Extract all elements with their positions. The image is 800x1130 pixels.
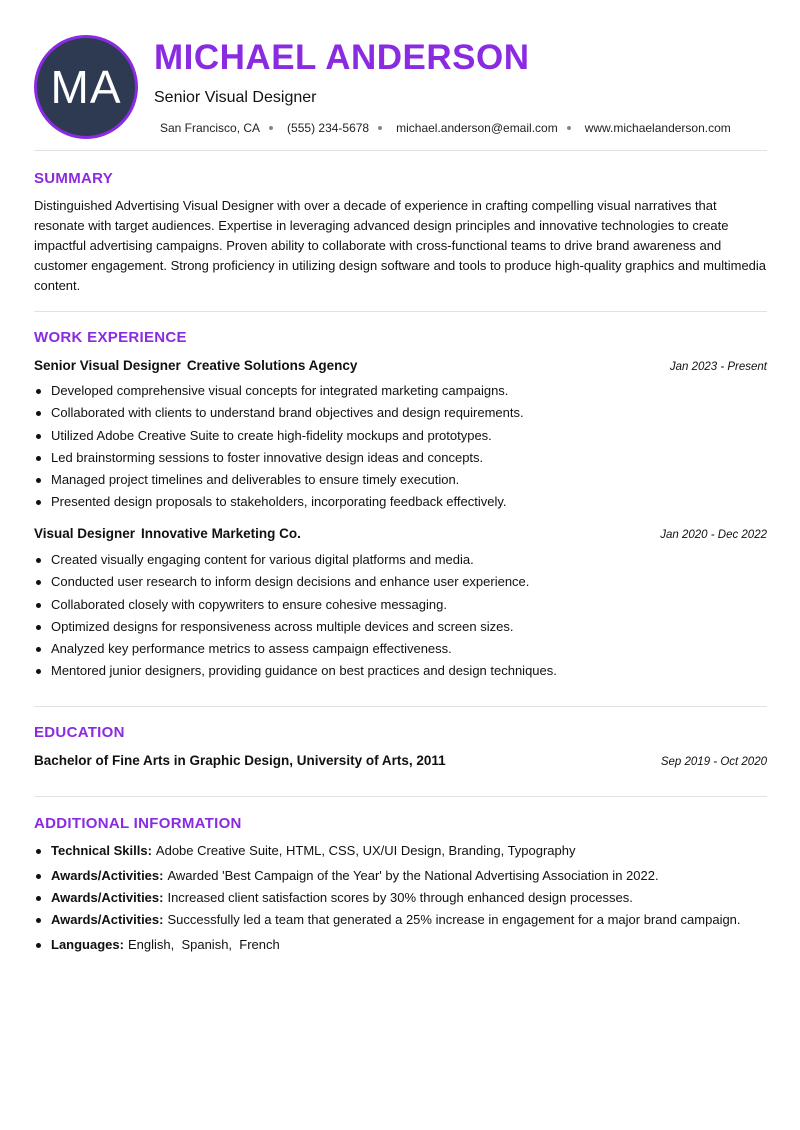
list-item [34,841,774,861]
info-text: Awarded 'Best Campaign of the Year' by the National Advertising Association in 2022. [167,868,659,883]
job-company: Innovative Marketing Co. [141,526,301,541]
work-experience-heading: WORK EXPERIENCE [34,329,187,346]
list-item: Led brainstorming sessions to foster innovative design ideas and concepts. [34,447,767,469]
list-item: Collaborated closely with copywriters to ensure cohesive messaging. [34,594,767,616]
list-item: Conducted user research to inform design decisions and enhance user experience. [34,571,767,593]
list-item: Analyzed key performance metrics to assess campaign effectiveness. [34,638,767,660]
list-item [34,888,774,908]
education-degree: Bachelor of Fine Arts in Graphic Design, University of Arts, 2011 [34,753,446,768]
contact-line [160,121,731,135]
info-text: Increased client satisfaction scores by 30% through enhanced design processes. [167,890,633,905]
summary-heading: SUMMARY [34,170,114,187]
section-divider [34,796,767,797]
section-divider [34,311,767,312]
info-text: Successfully led a team that generated a 25% increase in engagement for a major brand campaign. [167,912,741,927]
list-item [34,910,774,930]
info-label: Technical Skills: [51,843,152,858]
candidate-name: MICHAEL ANDERSON [154,38,530,77]
separator-dot-icon [269,126,273,130]
info-label: Awards/Activities: [51,868,164,883]
contact-website[interactable]: www.michaelanderson.com [584,121,731,135]
info-label: Languages: [51,937,124,952]
separator-dot-icon [567,126,571,130]
additional-info-list [34,841,774,955]
education-entry [34,753,767,768]
separator-dot-icon [378,126,382,130]
contact-email[interactable]: michael.anderson@email.com [396,121,558,135]
job-bullet-list [34,549,767,683]
list-item [34,935,774,955]
contact-location: San Francisco, CA [160,121,261,135]
list-item: Mentored junior designers, providing guidance on best practices and design techniques. [34,660,767,682]
info-text: English, Spanish, French [127,937,280,952]
info-text: Adobe Creative Suite, HTML, CSS, UX/UI Design, Branding, Typography [155,843,576,858]
education-heading: EDUCATION [34,724,125,741]
list-item: Optimized designs for responsiveness across multiple devices and screen sizes. [34,616,767,638]
list-item: Collaborated with clients to understand brand objectives and design requirements. [34,402,767,424]
job-role: Visual Designer [34,526,136,541]
job-dates: Jan 2020 - Dec 2022 [660,529,767,541]
list-item: Utilized Adobe Creative Suite to create high-fidelity mockups and prototypes. [34,425,767,447]
job-header [34,358,767,373]
section-divider [34,706,767,707]
list-item: Managed project timelines and deliverables to ensure timely execution. [34,469,767,491]
candidate-title: Senior Visual Designer [154,89,317,106]
info-label: Awards/Activities: [51,912,164,927]
job-title-line [34,358,357,373]
job-role: Senior Visual Designer [34,358,181,373]
job-bullet-list [34,380,767,514]
avatar: MA [34,35,138,139]
info-label: Awards/Activities: [51,890,164,905]
contact-phone: (555) 234-5678 [287,121,370,135]
job-dates: Jan 2023 - Present [669,361,767,373]
summary-text: Distinguished Advertising Visual Designer with over a decade of experience in crafting compelling visual narratives that resonate with target audiences. Expertise in leveraging advanced design principles and innovative technologies to create impactful advertising campaigns. Proven ability to collaborate with cross-functional teams to drive brand awareness and customer engagement. Strong proficiency in utilizing design software and tools to produce high-quality graphics and multimedia content. [34,198,767,293]
list-item [34,866,774,886]
resume-header [0,0,800,150]
additional-info-heading: ADDITIONAL INFORMATION [34,815,242,832]
job-title-line [34,526,301,541]
section-divider [34,150,767,151]
list-item: Created visually engaging content for various digital platforms and media. [34,549,767,571]
job-company: Creative Solutions Agency [186,358,358,373]
education-dates: Sep 2019 - Oct 2020 [660,756,767,768]
job-header [34,526,767,541]
list-item: Developed comprehensive visual concepts for integrated marketing campaigns. [34,380,767,402]
list-item: Presented design proposals to stakeholders, incorporating feedback effectively. [34,491,767,513]
